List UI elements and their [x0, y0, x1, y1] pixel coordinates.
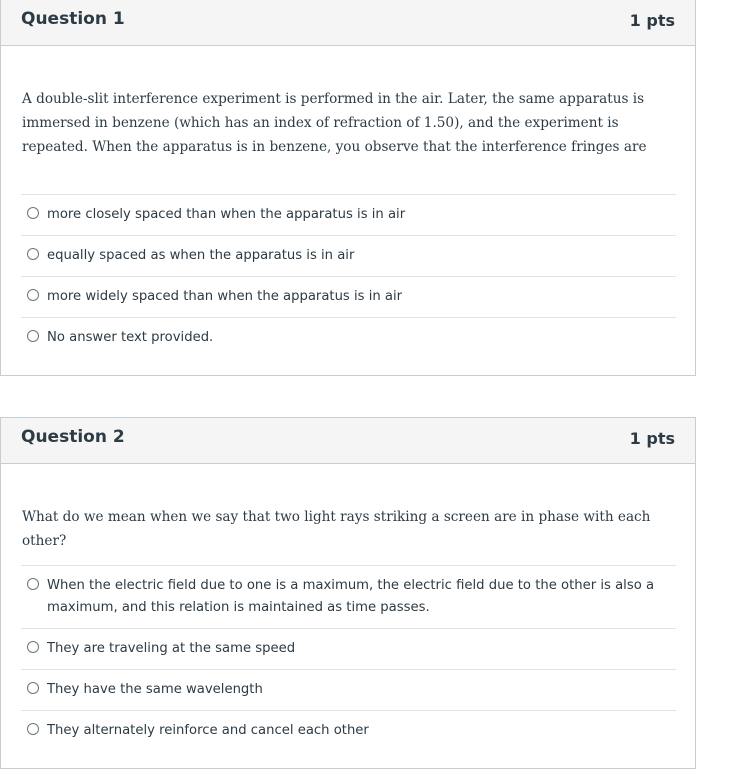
radio-button[interactable] [27, 330, 39, 342]
radio-button[interactable] [27, 248, 39, 260]
answer-option[interactable] [21, 317, 676, 358]
answer-label: No answer text provided. [47, 330, 214, 345]
question-2 [0, 417, 696, 769]
question-points: 1 pts [629, 429, 675, 448]
answer-option[interactable] [21, 276, 676, 317]
answer-option[interactable] [21, 235, 676, 276]
answer-label: They are traveling at the same speed [47, 641, 296, 656]
answer-label: They have the same wavelength [47, 682, 263, 697]
answer-label: more closely spaced than when the apparatus is in air [47, 207, 406, 222]
radio-button[interactable] [27, 578, 39, 590]
answer-label: They alternately reinforce and cancel each other [47, 723, 369, 738]
answer-label: When the electric field due to one is a maximum, the electric field due to the other is also a maximum, and this relation is maintained as time passes. [47, 578, 655, 615]
answer-option[interactable] [21, 628, 676, 669]
question-header [1, 418, 695, 464]
question-title: Question 2 [21, 427, 125, 447]
question-title: Question 1 [21, 9, 125, 29]
radio-button[interactable] [27, 207, 39, 219]
radio-button[interactable] [27, 723, 39, 735]
answer-list [21, 565, 676, 751]
answer-label: more widely spaced than when the apparatus is in air [47, 289, 403, 304]
question-header [1, 0, 695, 46]
question-points: 1 pts [629, 11, 675, 30]
answer-option[interactable] [21, 565, 676, 628]
answer-option[interactable] [21, 710, 676, 751]
answer-label: equally spaced as when the apparatus is in air [47, 248, 355, 263]
radio-button[interactable] [27, 641, 39, 653]
radio-button[interactable] [27, 289, 39, 301]
answer-list [21, 194, 676, 358]
answer-option[interactable] [21, 194, 676, 235]
answer-option[interactable] [21, 669, 676, 710]
question-text: What do we mean when we say that two light rays striking a screen are in phase with each other? [22, 509, 651, 549]
radio-button[interactable] [27, 682, 39, 694]
question-1 [0, 0, 696, 376]
question-text: A double-slit interference experiment is performed in the air. Later, the same apparatus is immersed in benzene (which has an index of refraction of 1.50), and the experiment is repeated. When the apparatus is in benzene, you observe that the interference fringes are [22, 91, 647, 155]
